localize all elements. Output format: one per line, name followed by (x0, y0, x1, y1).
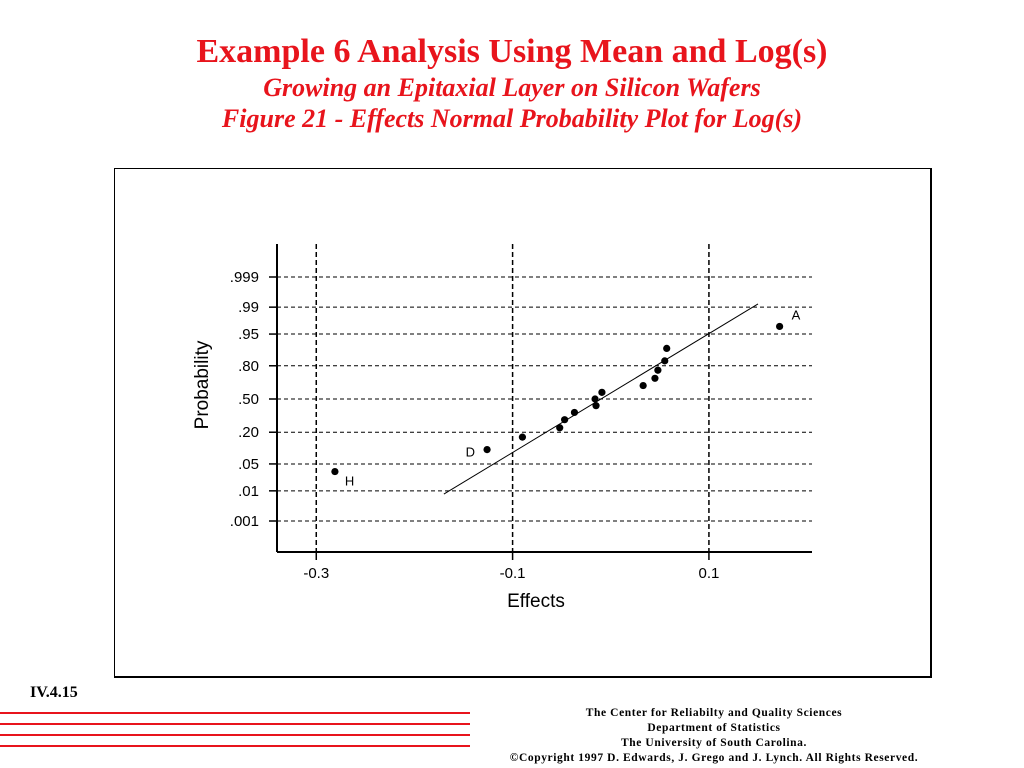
y-tick-label: .95 (238, 326, 259, 344)
copyright-footer (434, 706, 994, 766)
data-point (571, 409, 578, 416)
title-block (0, 32, 1024, 134)
stripe (0, 745, 470, 747)
data-point (598, 389, 605, 396)
stripe (0, 723, 470, 725)
x-tick-label: -0.1 (499, 565, 526, 582)
data-point (654, 367, 661, 374)
x-axis-label: Effects (507, 591, 565, 612)
point-label: H (344, 473, 355, 489)
data-point (592, 402, 599, 409)
data-point (640, 382, 647, 389)
data-point (519, 434, 526, 441)
grid (277, 244, 812, 552)
data-point (556, 424, 563, 431)
x-tick-label: 0.1 (698, 565, 720, 582)
data-point (591, 395, 598, 402)
slide-number: IV.4.15 (30, 684, 78, 701)
figure-title: Figure 21 - Effects Normal Probability Plot for Log(s) (221, 104, 803, 133)
y-tick-label: .50 (238, 391, 259, 408)
data-point (561, 416, 568, 423)
data-point (661, 357, 668, 364)
y-tick-label: .999 (229, 269, 259, 286)
footer-line: The University of South Carolina. (620, 737, 808, 749)
figure-frame (114, 168, 932, 678)
stripe (0, 712, 470, 714)
y-tick-label: .001 (229, 513, 259, 530)
point-label: A (791, 307, 801, 323)
normal-probability-plot (115, 169, 931, 677)
footer-line: The Center for Reliabilty and Quality Sciences (585, 707, 843, 719)
point-label: D (465, 444, 476, 460)
y-tick-label: .05 (238, 455, 259, 473)
y-tick-label: .01 (238, 482, 259, 500)
footer-line: Department of Statistics (647, 722, 781, 734)
y-tick-label: .99 (238, 299, 259, 317)
y-axis-label: Probability (192, 340, 213, 430)
footer-line: ©Copyright 1997 D. Edwards, J. Grego and J. Lynch. All Rights Reserved. (509, 752, 919, 764)
data-point (483, 446, 490, 453)
data-point (776, 323, 783, 330)
axes (230, 244, 812, 582)
data-point (663, 345, 670, 352)
data-point (651, 375, 658, 382)
decorative-stripes (0, 712, 470, 756)
slide-title: Example 6 Analysis Using Mean and Log(s) (196, 33, 828, 70)
x-tick-label: -0.3 (303, 565, 330, 582)
data-point (331, 468, 338, 475)
y-tick-label: .80 (238, 357, 259, 375)
stripe (0, 734, 470, 736)
slide-subtitle: Growing an Epitaxial Layer on Silicon Wafers (263, 73, 761, 102)
y-tick-label: .20 (238, 424, 259, 442)
